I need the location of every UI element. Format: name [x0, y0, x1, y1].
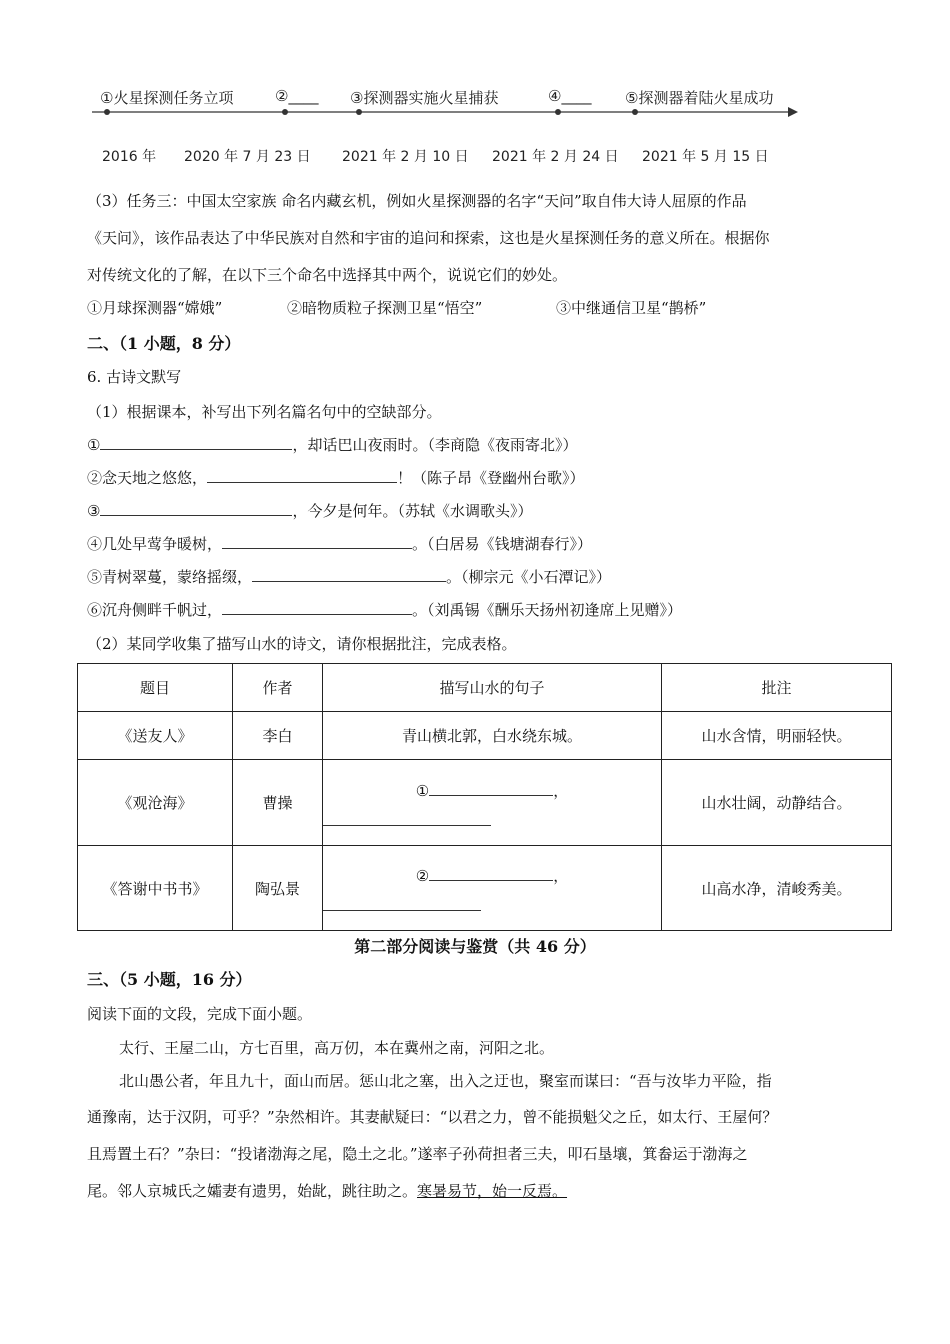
section2-heading: 二、（1 小题，8 分）: [87, 334, 241, 353]
table-header: 描写山水的句子: [323, 664, 662, 712]
table-cell-author: 陶弘景: [233, 846, 323, 931]
question-6-sub2: （2）某同学收集了描写山水的诗文，请你根据批注，完成表格。: [87, 635, 517, 653]
task3-line2: 《天问》，该作品表达了中华民族对自然和宇宙的追问和探索，这也是火星探测任务的意义所在。根据你: [87, 229, 770, 247]
table-row: [78, 760, 892, 846]
answer-blank[interactable]: [323, 811, 491, 826]
fill-item-5: ⑤青树翠蔓，蒙络摇缀， 。（柳宗元《小石潭记》）: [87, 568, 612, 586]
timeline-date-3: 2021 年 2 月 10 日: [342, 149, 469, 165]
table-cell-note: 山水壮阔，动静结合。: [662, 760, 892, 846]
table-cell-title: 《答谢中书书》: [78, 846, 233, 931]
timeline-date-4: 2021 年 2 月 24 日: [492, 149, 619, 165]
timeline-date-1: 2016 年: [102, 149, 157, 165]
table-header: 批注: [662, 664, 892, 712]
answer-blank[interactable]: [222, 600, 412, 615]
task3-option-3: ③中继通信卫星“鹊桥”: [556, 299, 707, 317]
table-cell-title: 《送友人》: [78, 712, 233, 760]
timeline-date-2: 2020 年 7 月 23 日: [184, 149, 311, 165]
reading-instruction: 阅读下面的文段，完成下面小题。: [87, 1005, 313, 1023]
table-header: 题目: [78, 664, 233, 712]
timeline-event-4: ④____: [548, 87, 592, 105]
table-cell-sentence: 青山横北郭，白水绕东城。: [323, 712, 662, 760]
table-header-row: [78, 664, 892, 712]
answer-blank[interactable]: [429, 866, 553, 881]
task3-option-2: ②暗物质粒子探测卫星“悟空”: [287, 299, 483, 317]
part2-heading: 第二部分阅读与鉴赏（共 46 分）: [354, 937, 596, 956]
section3-heading: 三、（5 小题，16 分）: [87, 970, 252, 989]
poetry-table: [77, 663, 892, 931]
table-cell-note: 山高水净，清峻秀美。: [662, 846, 892, 931]
table-cell-author: 曹操: [233, 760, 323, 846]
passage-paragraph-2-line2: 通豫南，达于汉阴，可乎？”杂然相许。其妻献疑曰：“以君之力，曾不能损魁父之丘，如太行、王屋何？: [87, 1108, 778, 1126]
task3-line1: （3）任务三：中国太空家族 命名内藏玄机，例如火星探测器的名字“天问”取自伟大诗人屈原的作品: [87, 192, 747, 210]
table-cell-sentence: ① ，: [323, 760, 662, 846]
table-row: [78, 712, 892, 760]
timeline-event-2: ②____: [275, 87, 319, 105]
table-cell-sentence: ② ，: [323, 846, 662, 931]
fill-item-3: ③ ，今夕是何年。（苏轼《水调歌头》）: [87, 502, 533, 520]
underlined-sentence: 寒暑易节，始一反焉。: [417, 1182, 568, 1200]
answer-blank[interactable]: [323, 896, 481, 911]
table-cell-title: 《观沧海》: [78, 760, 233, 846]
passage-paragraph-2-line1: 北山愚公者，年且九十，面山而居。惩山北之塞，出入之迂也，聚室而谋曰：“吾与汝毕力平险，指: [119, 1072, 772, 1090]
table-cell-author: 李白: [233, 712, 323, 760]
table-header: 作者: [233, 664, 323, 712]
fill-item-2: ②念天地之悠悠， ！（陈子昂《登幽州台歌》）: [87, 469, 585, 487]
answer-blank[interactable]: [429, 781, 553, 796]
timeline-event-3: ③探测器实施火星捕获: [350, 89, 499, 107]
fill-item-1: ① ，却话巴山夜雨时。（李商隐《夜雨寄北》）: [87, 436, 578, 454]
table-cell-note: 山水含情，明丽轻快。: [662, 712, 892, 760]
task3-line3: 对传统文化的了解，在以下三个命名中选择其中两个，说说它们的妙处。: [87, 266, 568, 284]
question-6-sub1: （1）根据课本，补写出下列名篇名句中的空缺部分。: [87, 403, 442, 421]
task3-option-1: ①月球探测器“嫦娥”: [87, 299, 223, 317]
passage-paragraph-2-line4: 尾。邻人京城氏之孀妻有遗男，始龀，跳往助之。寒暑易节，始一反焉。: [87, 1182, 568, 1200]
table-row: [78, 846, 892, 931]
question-6-title: 6. 古诗文默写: [87, 368, 182, 386]
passage-paragraph-2-line3: 且焉置土石？”杂曰：“投诸渤海之尾，隐土之北。”遂率子孙荷担者三夫，叩石垦壤，箕畚运于渤海之: [87, 1145, 748, 1163]
answer-blank[interactable]: [222, 534, 412, 549]
fill-item-4: ④几处早莺争暖树， 。（白居易《钱塘湖春行》）: [87, 535, 593, 553]
timeline-event-5: ⑤探测器着陆火星成功: [625, 89, 774, 107]
timeline-date-5: 2021 年 5 月 15 日: [642, 149, 769, 165]
fill-item-6: ⑥沉舟侧畔千帆过， 。（刘禹锡《酬乐天扬州初逢席上见赠》）: [87, 601, 683, 619]
answer-blank[interactable]: [100, 435, 292, 450]
timeline-event-1: ①火星探测任务立项: [100, 89, 234, 107]
answer-blank[interactable]: [100, 501, 292, 516]
passage-paragraph-1: 太行、王屋二山，方七百里，高万仞，本在冀州之南，河阳之北。: [119, 1039, 555, 1057]
answer-blank[interactable]: [207, 468, 397, 483]
answer-blank[interactable]: [252, 567, 446, 582]
